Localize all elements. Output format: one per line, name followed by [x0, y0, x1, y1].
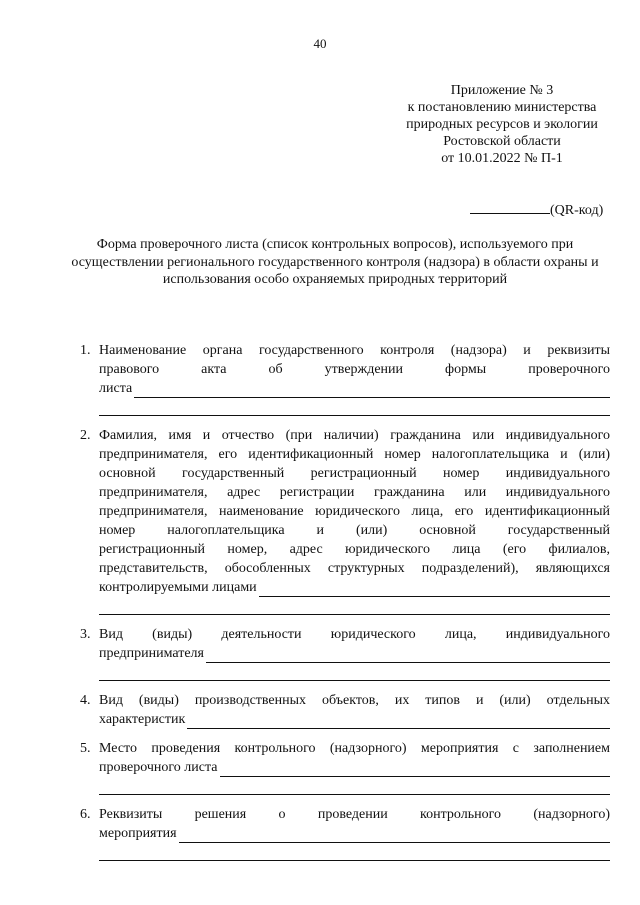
checklist-item-1: [80, 341, 610, 416]
item-fill-label: мероприятия: [99, 826, 177, 841]
fill-in-line[interactable]: [179, 827, 610, 843]
item-fill-label: листа: [99, 381, 133, 396]
item-number: 2.: [80, 428, 91, 443]
item-text-line: предпринимателя, адрес регистрации гражданина или индивидуального: [99, 485, 610, 500]
fill-in-line[interactable]: [259, 581, 610, 597]
checklist-item-5: [80, 739, 610, 795]
checklist-item-6: [80, 805, 610, 861]
checklist-item-4: [80, 691, 610, 729]
checklist-item-3: [80, 625, 610, 681]
appendix-header: [392, 82, 612, 167]
item-text-line: представительств, обособленных структурных подразделений), являющихся: [99, 561, 610, 576]
item-text-line: предпринимателя, наименование юридического лица, его идентификационный: [99, 504, 610, 519]
appendix-line: к постановлению министерства: [407, 100, 597, 115]
item-text-line: номер налогоплательщика и (или) основной государственный: [99, 523, 610, 538]
appendix-line: Ростовской области: [443, 134, 561, 149]
item-text-line: Реквизиты решения о проведении контрольного (надзорного): [99, 807, 610, 822]
item-fill-label: проверочного листа: [99, 760, 218, 775]
appendix-line: природных ресурсов и экологии: [406, 117, 598, 132]
item-text-line: Вид (виды) производственных объектов, их типов и (или) отдельных: [99, 693, 610, 708]
item-number: 3.: [80, 627, 91, 642]
page-number: 40: [313, 36, 327, 51]
appendix-line: от 10.01.2022 № П-1: [441, 151, 563, 166]
item-text-line: Место проведения контрольного (надзорного) мероприятия с заполнением: [99, 741, 610, 756]
item-text-line: основной государственный регистрационный номер индивидуального: [99, 466, 610, 481]
fill-in-line[interactable]: [220, 761, 611, 777]
checklist-item-2: [80, 426, 610, 615]
item-number: 4.: [80, 693, 91, 708]
form-title: Форма проверочного листа (список контрольных вопросов), используемого при осуществлении регионального государственного контроля (надзора) в области охраны и использования особо охраняемых природных территорий: [71, 237, 599, 287]
fill-in-line[interactable]: [99, 665, 610, 681]
item-text-line: правового акта об утверждении формы проверочного: [99, 362, 610, 377]
item-text-line: Вид (виды) деятельности юридического лица, индивидуального: [99, 627, 610, 642]
item-text-line: Фамилия, имя и отчество (при наличии) гражданина или индивидуального: [99, 428, 610, 443]
item-number: 1.: [80, 343, 91, 358]
fill-in-line[interactable]: [99, 779, 610, 795]
fill-in-line[interactable]: [206, 647, 610, 663]
qr-code-label: (QR-код): [550, 203, 604, 218]
item-fill-label: контролируемыми лицами: [99, 580, 257, 595]
appendix-line: Приложение № 3: [450, 83, 554, 98]
checklist-items: [80, 341, 610, 871]
fill-in-line[interactable]: [134, 382, 610, 398]
fill-in-line[interactable]: [187, 713, 610, 729]
item-fill-label: предпринимателя: [99, 646, 204, 661]
qr-code-blank-line[interactable]: [470, 201, 550, 214]
item-text-line: Наименование органа государственного контроля (надзора) и реквизиты: [99, 343, 610, 358]
item-fill-label: характеристик: [99, 712, 186, 727]
item-text-line: регистрационный номер, адрес юридического лица (его филиалов,: [99, 542, 610, 557]
item-number: 5.: [80, 741, 91, 756]
item-number: 6.: [80, 807, 91, 822]
fill-in-line[interactable]: [99, 599, 610, 615]
item-text-line: предпринимателя, его идентификационный номер налогоплательщика и (или): [99, 447, 610, 462]
fill-in-line[interactable]: [99, 400, 610, 416]
fill-in-line[interactable]: [99, 845, 610, 861]
qr-code-placeholder: [470, 201, 603, 219]
